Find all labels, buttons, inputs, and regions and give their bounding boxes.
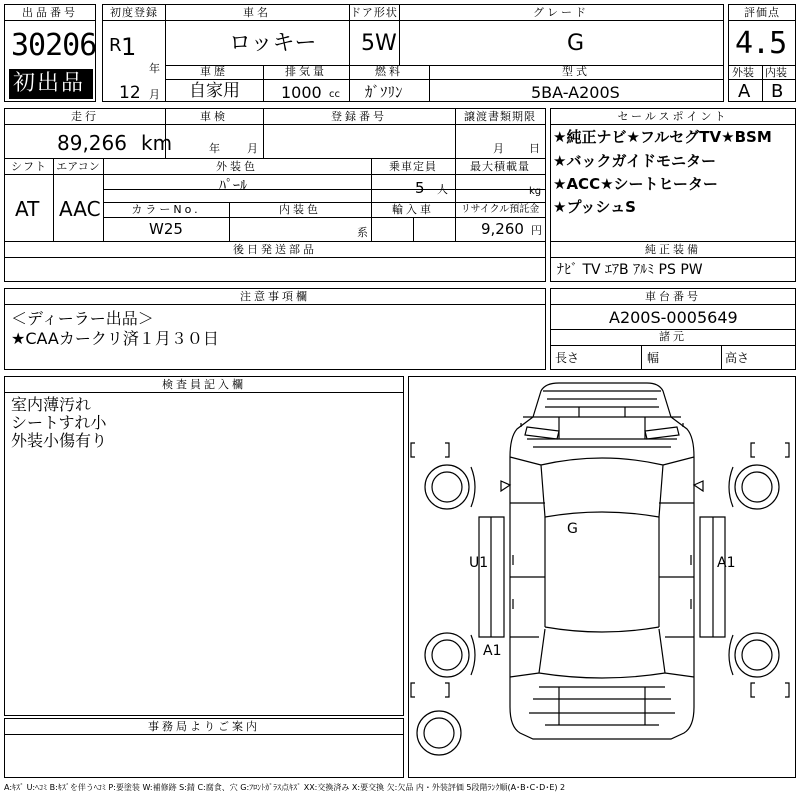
equipment-label: 純正装備 <box>645 243 701 256</box>
notes-label: 注意事項欄 <box>240 290 310 303</box>
recycle-unit: 円 <box>531 224 542 237</box>
inspector-block <box>4 376 404 716</box>
recycle-value: 9,260 <box>481 220 524 238</box>
score-value: 4.5 <box>735 26 787 61</box>
inspection-label: 車検 <box>200 110 228 123</box>
mileage-label: 走行 <box>71 110 99 123</box>
mark-left-rear: A1 <box>483 643 502 659</box>
inspector-line: シートすれ小 <box>11 413 107 432</box>
reg-year: 1 <box>121 33 137 61</box>
model-type-label: 型式 <box>562 65 590 78</box>
dim-height-label: 高さ <box>725 351 750 365</box>
import-label: 輸入車 <box>392 203 434 216</box>
color-no-label: カラーNo. <box>131 203 201 216</box>
lot-number: 30206 <box>11 28 97 63</box>
notes-line: ＜ディーラー出品＞ <box>11 309 154 328</box>
exterior-color-label: 外装色 <box>216 160 258 173</box>
mark-center: G <box>567 521 578 537</box>
reg-month: 12 <box>119 83 141 103</box>
transfer-doc-label: 譲渡書類期限 <box>464 110 536 123</box>
reg-month-unit: 月 <box>149 88 160 101</box>
mileage-unit: km <box>141 131 173 155</box>
chassis-label: 車台番号 <box>645 290 701 303</box>
grade-label: グレード <box>533 6 589 19</box>
mark-right-door: A1 <box>717 555 736 571</box>
dim-width-label: 幅 <box>647 351 660 365</box>
history-label: 車歴 <box>200 65 228 78</box>
fuel-label: 燃料 <box>375 65 403 78</box>
car-name-label: 車名 <box>243 6 271 19</box>
inspector-line: 室内薄汚れ <box>11 395 92 414</box>
max-load-label: 最大積載量 <box>470 160 530 173</box>
reg-era: R <box>109 35 122 56</box>
color-no-value: W25 <box>149 220 183 238</box>
dimensions-label: 諸元 <box>659 330 687 343</box>
later-parts-label: 後日発送部品 <box>233 243 317 256</box>
displacement-unit: cc <box>329 89 340 100</box>
door-label: ドア形状 <box>350 6 398 19</box>
car-diagram-svg <box>409 377 795 777</box>
model-type-value: 5BA-A200S <box>531 83 620 102</box>
inspector-line: 外装小傷有り <box>11 431 108 450</box>
ext-label: 外装 <box>732 66 754 79</box>
office-label: 事務局よりご案内 <box>148 720 260 733</box>
sales-point-line: ★バックガイドモニター <box>553 152 716 170</box>
office-block <box>4 718 404 778</box>
sales-point-line: ★純正ナビ★フルセグTV★BSM <box>553 128 772 146</box>
int-value: B <box>771 81 784 102</box>
chassis-value: A200S-0005649 <box>609 308 738 327</box>
history-value: 自家用 <box>189 81 240 101</box>
damage-diagram <box>408 376 796 778</box>
legend-text: A:ｷｽﾞ U:ﾍｺﾐ B:ｷｽﾞを伴うﾍｺﾐ P:要塗装 W:補修跡 S:錆 C:腐食、穴 G:ﾌﾛﾝﾄｶﾞﾗｽ点ｷｽﾞ XX:交換済み X:要交換 欠:欠品 内・外装評価 5段階ﾗﾝｸ順(A･B･C･D･E) 2 <box>4 783 566 792</box>
vehicle-info-block <box>102 4 724 102</box>
recycle-label: リサイクル預託金 <box>460 204 540 215</box>
sales-point-line: ★プッシュS <box>553 198 636 216</box>
reg-year-unit: 年 <box>149 62 160 75</box>
plate-label: 登録番号 <box>331 110 387 123</box>
int-label: 内装 <box>765 66 787 79</box>
capacity-unit: 人 <box>437 183 448 196</box>
dim-length-label: 長さ <box>555 351 580 365</box>
exterior-color-value: ﾊﾟｰﾙ <box>219 178 247 194</box>
reg-label: 初度登録 <box>110 6 158 19</box>
sales-points-label: セールスポイント <box>617 110 729 123</box>
capacity-label: 乗車定員 <box>389 160 437 173</box>
shift-value: AT <box>15 197 40 221</box>
capacity-value: 5 <box>415 179 425 197</box>
notes-line: ★CAAカークリ済１月３０日 <box>11 329 219 348</box>
door-value: 5W <box>361 31 397 56</box>
fuel-value: ｶﾞｿﾘﾝ <box>365 83 403 101</box>
inspector-label: 検査員記入欄 <box>162 378 246 391</box>
aircon-label: エアコン <box>56 160 100 173</box>
notes-block <box>4 288 546 370</box>
interior-color-label: 内装色 <box>279 203 321 216</box>
transfer-month-unit: 月 <box>493 142 504 155</box>
score-label: 評価点 <box>744 6 780 19</box>
car-name-value: ロッキー <box>229 31 317 56</box>
sales-point-line: ★ACC★シートヒーター <box>553 175 718 193</box>
chassis-block <box>550 288 796 370</box>
displacement-label: 排気量 <box>285 65 327 78</box>
interior-color-suffix: 系 <box>357 226 368 239</box>
score-block <box>728 4 796 102</box>
ext-value: A <box>738 81 751 102</box>
first-listing-badge <box>9 69 93 99</box>
equipment-value: ﾅﾋﾞ TV ｴｱB ｱﾙﾐ PS PW <box>557 262 703 278</box>
details-block <box>4 108 546 282</box>
inspection-year-unit: 年 <box>209 142 220 155</box>
lot-label: 出品番号 <box>22 6 78 19</box>
first-listing-text: 初出品 <box>13 71 86 96</box>
displacement-value: 1000 <box>281 83 322 102</box>
lot-block <box>4 4 96 102</box>
transfer-day-unit: 日 <box>529 142 540 155</box>
grade-value: G <box>567 31 585 56</box>
mark-left-door: U1 <box>469 555 489 571</box>
sales-points-block <box>550 108 796 282</box>
shift-label: シフト <box>11 160 47 173</box>
inspection-month-unit: 月 <box>247 142 258 155</box>
aircon-value: AAC <box>59 197 101 221</box>
mileage-value: 89,266 <box>57 131 127 155</box>
max-load-unit: kg <box>529 186 542 197</box>
